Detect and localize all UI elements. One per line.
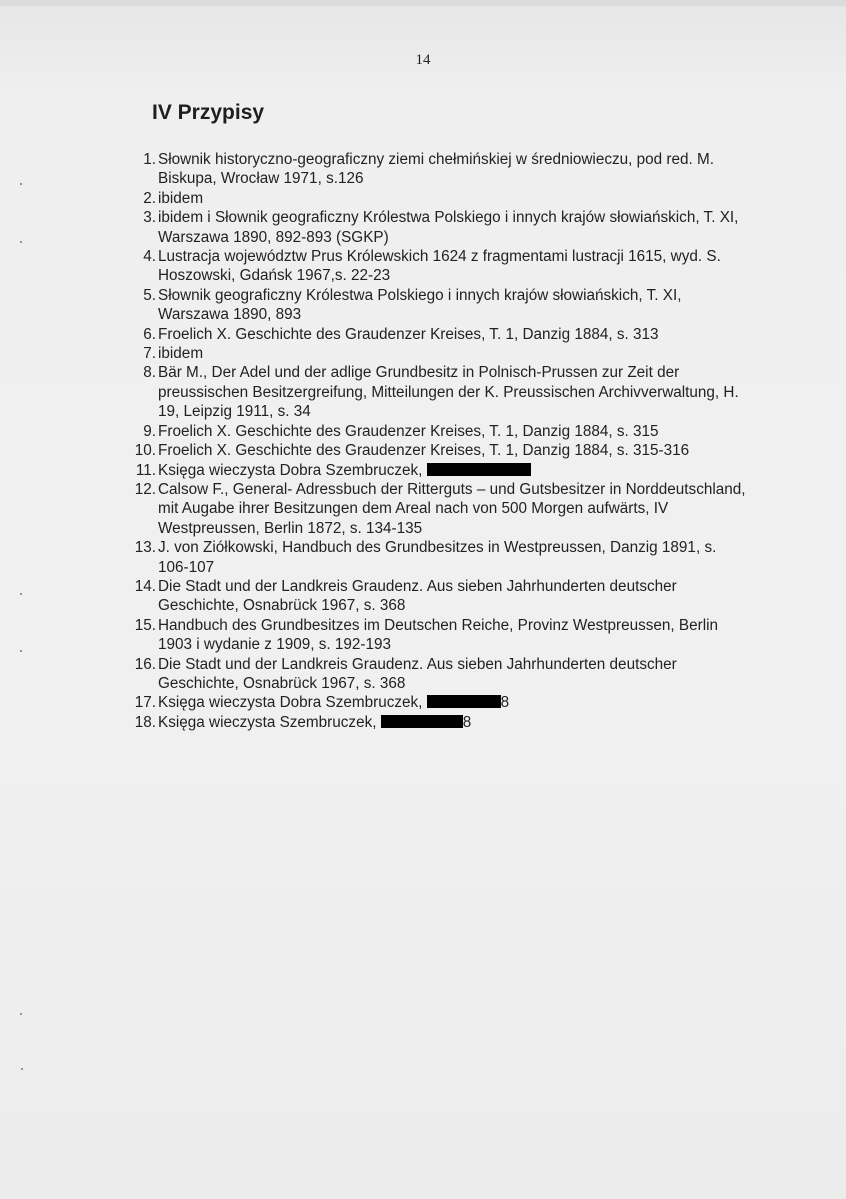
footnote-item: [128, 577, 748, 616]
footnote-text: ibidem i Słownik geograficzny Królestwa Polskiego i innych krajów słowiańskich, T. XI, Warszawa 1890, 892-893 (SGKP): [158, 209, 739, 246]
footnote-text: Bär M., Der Adel und der adlige Grundbesitz in Polnisch-Prussen zur Zeit der preussischen Besitzergreifung, Mitteilungen der K. Preussischen Archivverwaltung, H. 19, Leipzig 1911, s. 34: [158, 364, 739, 421]
footnote-number: 16.: [134, 655, 156, 673]
footnote-text: Księga wieczysta Dobra Szembruczek,: [158, 461, 423, 479]
footnote-text: Księga wieczysta Szembruczek,: [158, 713, 377, 731]
footnote-item: [128, 538, 748, 577]
footnote-item: [128, 441, 748, 460]
scan-speck: [20, 241, 22, 243]
footnote-item: [128, 480, 748, 538]
footnote-number: 7.: [143, 345, 156, 363]
footnote-item: [128, 363, 748, 421]
footnote-item: [128, 693, 748, 712]
scan-speck: [20, 1013, 22, 1015]
page-number: 14: [415, 52, 431, 68]
footnote-number: 4.: [143, 248, 156, 266]
footnote-number: 11.: [135, 461, 156, 479]
footnote-item: [128, 344, 748, 363]
footnote-number: 1.: [143, 151, 156, 168]
footnote-text: Handbuch des Grundbesitzes im Deutschen Reiche, Provinz Westpreussen, Berlin 1903 i wydanie z 1909, s. 192-193: [158, 616, 719, 654]
footnote-text: ibidem: [158, 189, 204, 207]
scan-speck: [20, 650, 22, 652]
footnote-item: [128, 189, 748, 208]
footnote-number: 2.: [143, 189, 156, 207]
footnote-text: Froelich X. Geschichte des Graudenzer Kreises, T. 1, Danzig 1884, s. 313: [158, 325, 659, 343]
footnote-item: [128, 286, 748, 325]
footnote-item: [128, 208, 748, 247]
footnote-text: Die Stadt und der Landkreis Graudenz. Aus sieben Jahrhunderten deutscher Geschichte, Osnabrück 1967, s. 368: [158, 655, 677, 692]
footnote-number: 3.: [143, 209, 156, 227]
redaction-bar: [427, 463, 531, 476]
footnote-number: 17.: [134, 694, 156, 712]
footnote-item: [128, 150, 748, 189]
footnote-text: J. von Ziółkowski, Handbuch des Grundbesitzes in Westpreussen, Danzig 1891, s. 106-107: [158, 539, 717, 576]
footnote-item: [128, 713, 748, 732]
footnote-number: 13.: [134, 539, 156, 557]
footnote-item: [128, 325, 748, 344]
footnote-number: 9.: [143, 422, 156, 440]
scan-edge: [0, 0, 846, 6]
footnote-number: 8.: [143, 364, 156, 382]
footnote-number: 18.: [134, 713, 156, 731]
scan-speck: [21, 1068, 23, 1070]
footnote-item: [128, 422, 748, 441]
footnote-number: 5.: [143, 286, 156, 304]
footnote-text: Lustracja województw Prus Królewskich 1624 z fragmentami lustracji 1615, wyd. S. Hoszowski, Gdańsk 1967,s. 22-23: [158, 248, 721, 285]
footnote-text: Froelich X. Geschichte des Graudenzer Kreises, T. 1, Danzig 1884, s. 315: [158, 422, 659, 440]
redaction-bar: [427, 695, 501, 708]
section-heading: IV Przypisy: [152, 101, 265, 124]
footnote-text: ibidem: [158, 345, 204, 363]
footnote-item: [128, 655, 748, 694]
scan-speck: [20, 593, 22, 595]
footnote-tail: 8: [500, 694, 510, 712]
footnote-item: [128, 247, 748, 286]
footnote-text: Słownik geograficzny Królestwa Polskiego i innych krajów słowiańskich, T. XI, Warszawa 1890, 893: [158, 286, 682, 324]
footnote-text: Słownik historyczno-geograficzny ziemi chełmińskiej w średniowieczu, pod red. M. Biskupa, Wrocław 1971, s.126: [158, 151, 715, 188]
footnotes-list: [128, 150, 748, 732]
footnote-number: 12.: [134, 480, 156, 498]
footnote-tail: 8: [462, 713, 472, 731]
scan-speck: [20, 183, 22, 185]
footnote-number: 10.: [134, 442, 156, 460]
footnote-number: 15.: [134, 616, 156, 634]
footnote-text: Die Stadt und der Landkreis Graudenz. Aus sieben Jahrhunderten deutscher Geschichte, Osnabrück 1967, s. 368: [158, 577, 677, 615]
footnote-item: [128, 461, 748, 480]
footnote-text: Calsow F., General- Adressbuch der Ritterguts – und Gutsbesitzer in Norddeutschland, mit Augabe ihrer Besitzungen dem Areal nach von 500 Morgen aufwärts, IV Westpreussen, Berlin 1872, s. 134-135: [158, 480, 746, 537]
redaction-bar: [381, 715, 463, 728]
footnote-number: 14.: [134, 577, 156, 595]
footnote-text: Froelich X. Geschichte des Graudenzer Kreises, T. 1, Danzig 1884, s. 315-316: [158, 442, 690, 460]
footnote-item: [128, 616, 748, 655]
footnote-text: Księga wieczysta Dobra Szembruczek,: [158, 694, 423, 712]
footnote-number: 6.: [143, 325, 156, 343]
